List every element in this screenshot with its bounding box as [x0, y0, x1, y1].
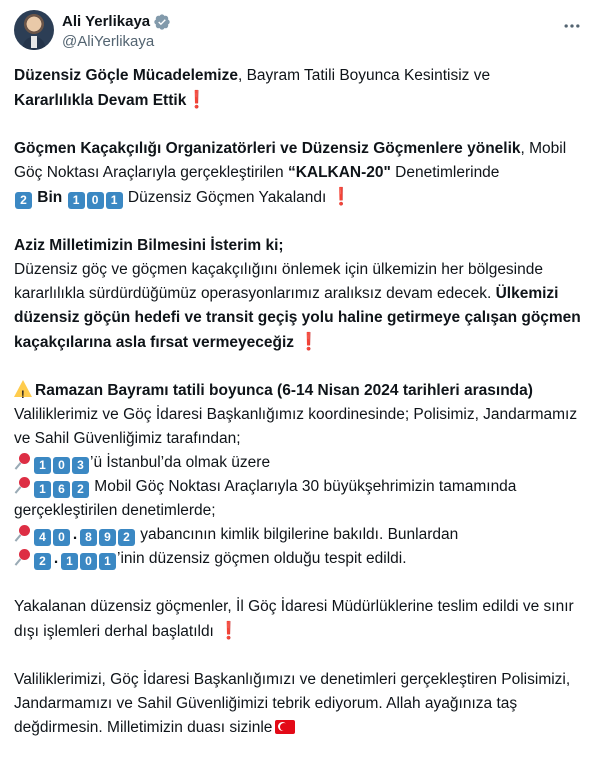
paragraph-4 — [14, 234, 586, 355]
keycap-digit: 3 — [72, 457, 89, 474]
pushpin-icon — [14, 548, 32, 566]
keycap-digit: 1 — [99, 553, 116, 570]
text-bold: Düzensiz Göçle Mücadelemize — [14, 67, 238, 84]
author-handle[interactable]: @AliYerlikaya — [62, 33, 155, 50]
separator-dot: . — [53, 550, 59, 567]
red-exclamation-icon: ❗ — [330, 187, 352, 206]
text-bold: Göçmen Kaçakçılığı Organizatörleri ve Düzensiz Göçmenlere yönelik — [14, 140, 521, 157]
separator-dot: . — [72, 526, 78, 543]
paragraph-2 — [14, 137, 586, 185]
text-bold: Ramazan Bayramı tatili boyunca (6-14 Nisan 2024 tarihleri arasında) — [35, 382, 533, 399]
paragraph-5 — [14, 379, 586, 451]
stat-line-2 — [14, 475, 586, 523]
keycap-digit: 0 — [53, 457, 70, 474]
warning-icon — [14, 380, 32, 397]
text: ’ü İstanbul’da olmak üzere — [90, 454, 271, 471]
stat-line-3 — [14, 523, 586, 547]
keycap-digit: 4 — [34, 529, 51, 546]
text-bold: Ülkemizi düzensiz göçün hedefi ve transit geçiş yolu haline getirmeye çalışan göçmen kaçakçılarına asla fırsat vermeyeceğiz — [14, 285, 581, 351]
keycap-digit: 1 — [68, 192, 85, 209]
keycap-digit: 1 — [34, 481, 51, 498]
text-bold: “KALKAN-20" — [287, 164, 391, 181]
text: Valiliklerimizi, Göç İdaresi Başkanlığımızı ve denetimleri gerçekleştiren Polisimizi, Jandarmamızı ve Sahil Güvenliğimizi tebrik ediyorum. Allah ayağınıza taş değdirmesin. Milletimizin duası sizinle — [14, 671, 571, 736]
text: Yakalanan düzensiz göçmenler, İl Göç İdaresi Müdürlüklerine teslim edildi ve sınır dışı işlemleri derhal başlatıldı — [14, 598, 574, 640]
stat-line-1 — [14, 451, 586, 475]
turkey-flag-icon — [275, 720, 295, 734]
text-bold: Kararlılıkla Devam Ettik — [14, 92, 187, 109]
pushpin-icon — [14, 524, 32, 542]
keycap-digit: 2 — [72, 481, 89, 498]
text: Denetimlerinde — [390, 164, 500, 181]
stat-line-4 — [14, 547, 586, 571]
avatar[interactable] — [14, 10, 54, 50]
pushpin-icon — [14, 476, 32, 494]
author-names — [62, 12, 171, 52]
red-exclamation-icon: ❗ — [298, 332, 320, 351]
text: yabancının kimlik bilgilerine bakıldı. Bunlardan — [136, 526, 459, 543]
text: Valiliklerimiz ve Göç İdaresi Başkanlığımız koordinesinde; Polisimiz, Jandarmamız ve Sahil Güvenliğimiz tarafından; — [14, 406, 578, 447]
keycap-digit: 1 — [34, 457, 51, 474]
keycap-digit: 9 — [99, 529, 116, 546]
pushpin-icon — [14, 452, 32, 470]
text: ’inin düzensiz göçmen olduğu tespit edildi. — [117, 550, 407, 567]
text: , Bayram Tatili Boyunca Kesintisiz ve — [237, 67, 491, 84]
red-exclamation-icon: ❗ — [218, 621, 240, 640]
keycap-digit: 8 — [80, 529, 97, 546]
more-options-icon[interactable] — [562, 16, 582, 36]
tweet-header — [14, 10, 586, 54]
text: Mobil Göç Noktası Araçlarıyla 30 büyükşehrimizin tamamında gerçekleştirilen denetimlerde; — [14, 478, 517, 519]
keycap-digit: 1 — [106, 192, 123, 209]
text-bold: Aziz Milletimizin Bilmesini İsterim ki; — [14, 237, 284, 254]
keycap-digit: 0 — [87, 192, 104, 209]
red-exclamation-icon: ❗ — [186, 90, 208, 109]
tweet-text — [14, 64, 586, 740]
text: , Mobil Göç Noktası Araçlarıyla gerçekleştirilen — [14, 140, 567, 181]
keycap-digit: 0 — [80, 553, 97, 570]
paragraph-6 — [14, 595, 586, 644]
verified-badge-icon — [153, 13, 171, 31]
text: Düzensiz göç ve göçmen kaçakçılığını önlemek için ülkemizin her bölgesinde kararlılıkla sürdürdüğümüz operasyonlarımız aralıksız devam edecek. — [14, 261, 543, 302]
keycap-digit: 6 — [53, 481, 70, 498]
keycap-digit: 2 — [118, 529, 135, 546]
display-name[interactable]: Ali Yerlikaya — [62, 13, 151, 30]
keycap-digit: 0 — [53, 529, 70, 546]
text-bold: Bin — [33, 189, 67, 206]
keycap-digit: 2 — [15, 192, 32, 209]
keycap-digit: 1 — [61, 553, 78, 570]
keycap-digit: 2 — [34, 553, 51, 570]
paragraph-3 — [14, 185, 586, 210]
paragraph-1 — [14, 64, 586, 113]
text: Düzensiz Göçmen Yakalandı — [123, 189, 331, 206]
paragraph-7 — [14, 668, 586, 740]
